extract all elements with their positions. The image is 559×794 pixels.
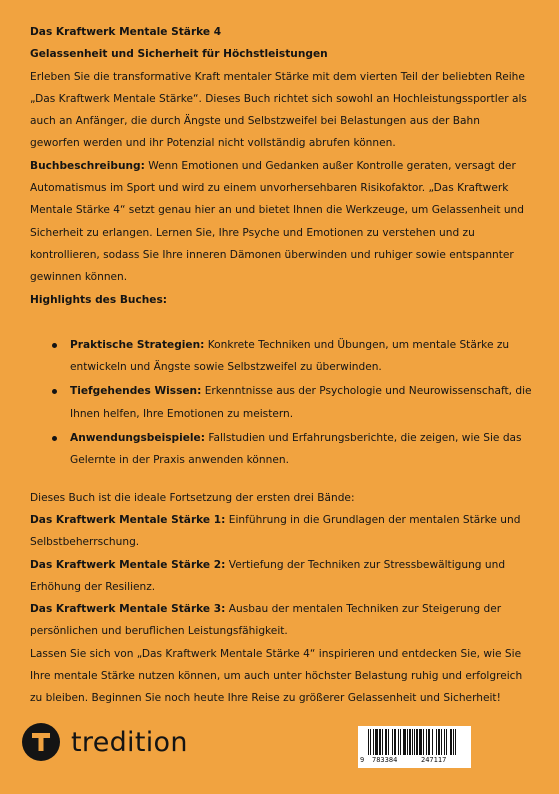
barcode-bars-icon xyxy=(358,726,471,756)
barcode-group-2: 247117 xyxy=(421,756,447,764)
tredition-logo-icon xyxy=(22,723,60,761)
highlight-label: Praktische Strategien: xyxy=(70,338,205,351)
bullet-icon xyxy=(52,436,57,441)
description-label: Buchbeschreibung: xyxy=(30,159,145,172)
barcode-numbers xyxy=(358,756,471,766)
highlight-label: Anwendungsbeispiele: xyxy=(70,432,205,445)
volume-entry xyxy=(30,598,532,643)
closing-paragraph: Lassen Sie sich von „Das Kraftwerk Mentale Stärke 4“ inspirieren und entdecken Sie, wie Sie Ihre mentale Stärke nutzen können, um auch unter höchster Belastung ruhig und erfolgreich zu bleiben. Beginnen Sie noch heute Ihre Reise zu größerer Gelassenheit und Sicherheit! xyxy=(30,647,523,705)
volume-label: Das Kraftwerk Mentale Stärke 2: xyxy=(30,558,226,571)
description-paragraph xyxy=(30,155,532,289)
bullet-icon xyxy=(52,343,57,348)
highlight-text: Erkenntnisse aus der Psychologie und Neurowissenschaft, die Ihnen helfen, Ihre Emotionen zu meistern. xyxy=(70,385,532,420)
barcode-group-1: 783384 xyxy=(372,756,398,764)
highlight-text: Konkrete Techniken und Übungen, um mentale Stärke zu entwickeln und Ängste sowie Selbstzweifel zu überwinden. xyxy=(70,338,510,374)
highlights-list xyxy=(30,334,532,472)
description-text: Wenn Emotionen und Gedanken außer Kontrolle geraten, versagt der Automatismus im Sport und wird zu einem unvorhersehbaren Risikofaktor. „Das Kraftwerk Mentale Stärke 4“ setzt genau hier an und bietet Ihnen die Werkzeuge, um Gelassenheit und Sicherheit zu erlangen. Lernen Sie, Ihre Psyche und Emotionen zu verstehen und zu kontrollieren, sodass Sie Ihre inneren Dämonen überwinden und ruhiger sowie entspannter gewinnen können. xyxy=(30,159,525,284)
volume-text: Ausbau der mentalen Techniken zur Steigerung der persönlichen und beruflichen Leistungsfähigkeit. xyxy=(30,603,502,638)
volume-label: Das Kraftwerk Mentale Stärke 1: xyxy=(30,513,226,526)
book-subtitle: Gelassenheit und Sicherheit für Höchstleistungen xyxy=(30,48,328,61)
list-item xyxy=(30,427,532,472)
list-item xyxy=(30,334,532,379)
volume-entry xyxy=(30,554,532,599)
barcode-prefix: 9 xyxy=(360,756,365,764)
volume-text: Vertiefung der Techniken zur Stressbewältigung und Erhöhung der Resilienz. xyxy=(30,558,506,593)
volume-text: Einführung in die Grundlagen der mentalen Stärke und Selbstbeherrschung. xyxy=(30,513,521,549)
volume-entry xyxy=(30,509,532,554)
intro-paragraph: Erleben Sie die transformative Kraft mentaler Stärke mit dem vierten Teil der beliebten Reihe „Das Kraftwerk Mentale Stärke“. Dieses Buch richtet sich sowohl an Hochleistungssportler als auch an Anfänger, die durch Ängste und Selbstzweifel bei Belastungen aus der Bahn geworfen werden und ihr Potenzial nicht vollständig abrufen können. xyxy=(30,70,527,150)
bullet-icon xyxy=(52,389,57,394)
book-title: Das Kraftwerk Mentale Stärke 4 xyxy=(30,26,222,38)
list-item xyxy=(30,380,532,425)
series-intro: Dieses Buch ist die ideale Fortsetzung der ersten drei Bände: xyxy=(30,491,355,504)
highlights-heading: Highlights des Buches: xyxy=(30,293,167,306)
highlight-label: Tiefgehendes Wissen: xyxy=(70,385,202,398)
publisher-logo xyxy=(22,722,188,762)
publisher-name: tredition xyxy=(71,726,188,758)
highlight-text: Fallstudien und Erfahrungsberichte, die zeigen, wie Sie das Gelernte in der Praxis anwenden können. xyxy=(70,432,522,467)
isbn-barcode xyxy=(358,726,471,768)
back-cover-text xyxy=(30,21,532,710)
volume-label: Das Kraftwerk Mentale Stärke 3: xyxy=(30,603,226,616)
